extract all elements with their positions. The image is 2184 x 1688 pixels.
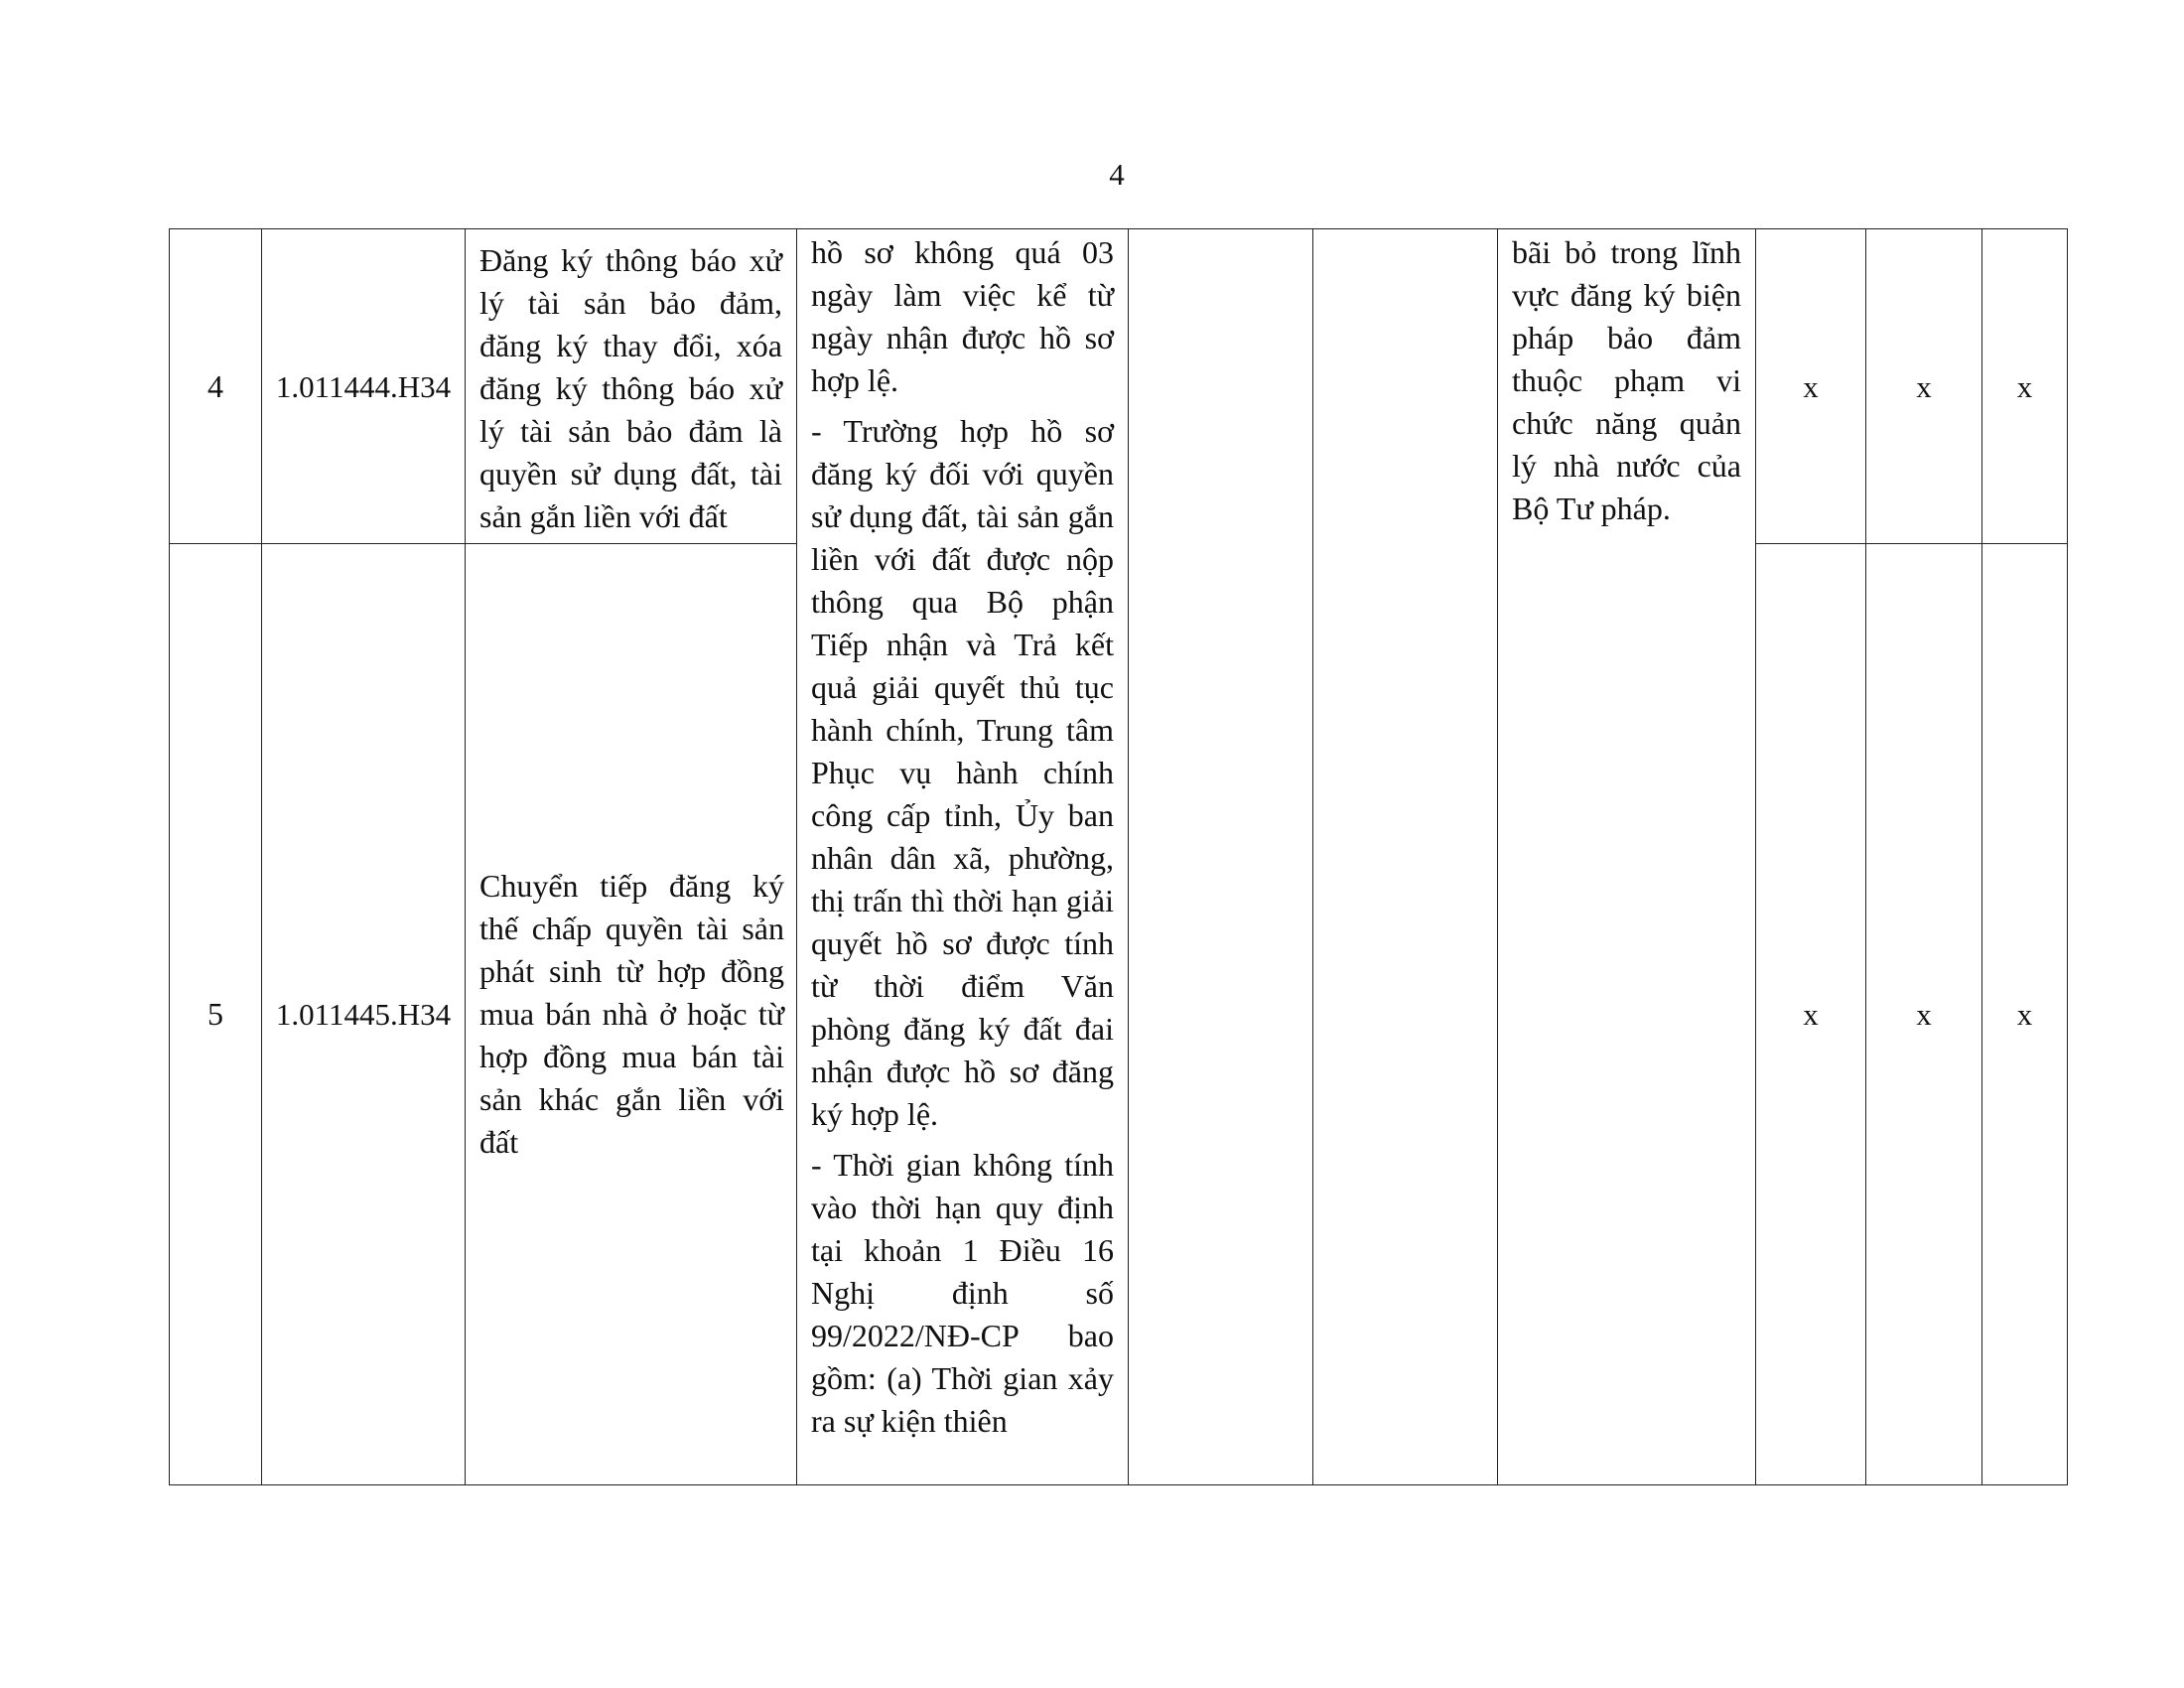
procedure-name-cell: Chuyển tiếp đăng ký thế chấp quyền tài sản phát sinh từ hợp đồng mua bán nhà ở hoặc từ hợp đồng mua bán tài sản khác gắn liền với đất <box>466 544 797 1485</box>
time-paragraph: hồ sơ không quá 03 ngày làm việc kể từ ngày nhận được hồ sơ hợp lệ. <box>811 234 1114 398</box>
procedure-code-cell: 1.011444.H34 <box>262 229 466 544</box>
legal-basis-cell: bãi bỏ trong lĩnh vực đăng ký biện pháp bảo đảm thuộc phạm vi chức năng quản lý nhà nước của Bộ Tư pháp. <box>1498 229 1756 1485</box>
check-mark-cell: x <box>1982 544 2068 1485</box>
processing-time-cell <box>797 229 1129 1485</box>
check-mark-cell: x <box>1866 229 1982 544</box>
check-mark-cell: x <box>1982 229 2068 544</box>
row-number-cell: 4 <box>170 229 262 544</box>
time-paragraph: - Trường hợp hồ sơ đăng ký đối với quyền sử dụng đất, tài sản gắn liền với đất được nộp thông qua Bộ phận Tiếp nhận và Trả kết quả giải quyết thủ tục hành chính, Trung tâm Phục vụ hành chính công cấp tỉnh, Ủy ban nhân dân xã, phường, thị trấn thì thời hạn giải quyết hồ sơ được tính từ thời điểm Văn phòng đăng ký đất đai nhận được hồ sơ đăng ký hợp lệ. <box>811 413 1114 1132</box>
procedure-code-cell: 1.011445.H34 <box>262 544 466 1485</box>
empty-cell <box>1313 229 1498 1485</box>
procedure-table <box>169 228 2068 1485</box>
procedure-name-cell: Đăng ký thông báo xử lý tài sản bảo đảm, đăng ký thay đổi, xóa đăng ký thông báo xử lý tài sản bảo đảm là quyền sử dụng đất, tài sản gắn liền với đất <box>466 229 797 544</box>
time-paragraph: - Thời gian không tính vào thời hạn quy định tại khoản 1 Điều 16 Nghị định số 99/2022/NĐ-CP bao gồm: (a) Thời gian xảy ra sự kiện thiên <box>811 1147 1114 1439</box>
row-number-cell: 5 <box>170 544 262 1485</box>
check-mark-cell: x <box>1866 544 1982 1485</box>
table-row <box>170 229 2068 544</box>
empty-cell <box>1129 229 1313 1485</box>
check-mark-cell: x <box>1756 544 1866 1485</box>
page-number: 4 <box>1109 157 1125 192</box>
check-mark-cell: x <box>1756 229 1866 544</box>
